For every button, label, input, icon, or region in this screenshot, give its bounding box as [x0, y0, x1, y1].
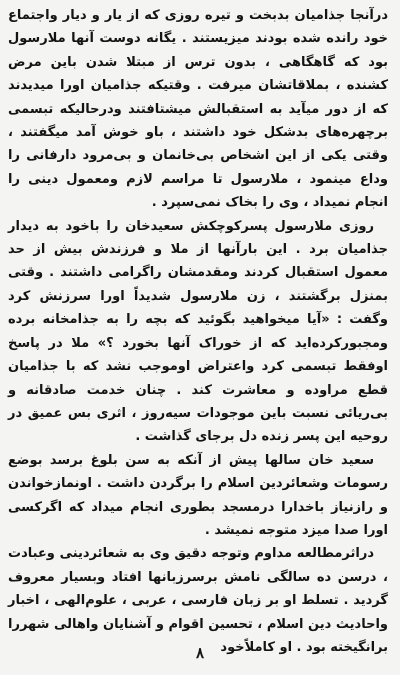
paragraph-1: درآنجا جذامیان بدبخت و تیره روزی که از یار و دیار واجتماع خود رانده شده بودند میزیستند . یگانه دوست آنها ملارسول بود که گاهگاهی ، بدون ترس از مبتلا شدن باین مرض کشنده ، بملاقاتشان میرفت . وقتیکه جذامیان اورا میدیدند که از دور میآید به استقبالش میشتافتند ودرحالیکه تبسمی برچهره‌های بدشکل خود داشتند ، باو خوش آمد میگفتند ، وقتی یکی از این اشخاص بی‌خانمان و بی‌مرود دارفانی را وداع مینمود ، ملارسول تا مراسم لازم ومعمول دینی را انجام نمیداد ، وی را بخاک نمی‌سپرد .: [8, 8, 388, 211]
paragraph-3: سعید خان سالها پیش از آنکه به سن بلوغ برسد بوضع رسومات وشعائردین اسلام را برگردن داشت . اونمازخواندن و رازنیاز باخدارا درمسجد بطوری انجام میداد که اگرکسی اورا صدا میزد متوجه نمیشد .: [8, 452, 388, 538]
page-number: ۸: [195, 644, 205, 662]
paragraph-4: درا‌ثرمطالعه مداوم وتوجه دقیق وی به شعائردینی وعبادت ، درسن ده سالگی نامش برسرزبانها افتاد وبسیار معروف گردید . تسلط او بر زبان فارسی ، عربی ، علوم‌الهی ، اخبار واحادیث دین اسلام ، تحسین اقوام و آشنایان واهالی شهررا برانگیخته بود . او کاملاًخود: [8, 546, 388, 655]
body-text: [8, 4, 388, 659]
paragraph-2: روزی ملارسول پسرکوچکش سعیدخان را باخود به دیدار جذامیان برد . این بارآنها از ملا و فرزندش بیش از حد معمول استقبال کردند ومقدمشان راگرامی داشتند . وقتی بمنزل برگشتند ، زن ملارسول شدیداً اورا سرزنش کرد وگفت : «آیا میخواهید بگوئید که بچه را به جذامخانه برده ومجبورکرده‌اید که از خوراک آنها بخورد ؟» ملا در پاسخ اوفقط تبسمی کرد واعتراض اوموجب نشد که با جذامیان قطع مراوده و معاشرت کند . چنان خدمت صادقانه و بی‌ریائی نسبت باین موجودات سیه‌روز ، اثری بس عمیق در روحیه این پسر زنده دل برجای گذاشت .: [8, 218, 388, 445]
